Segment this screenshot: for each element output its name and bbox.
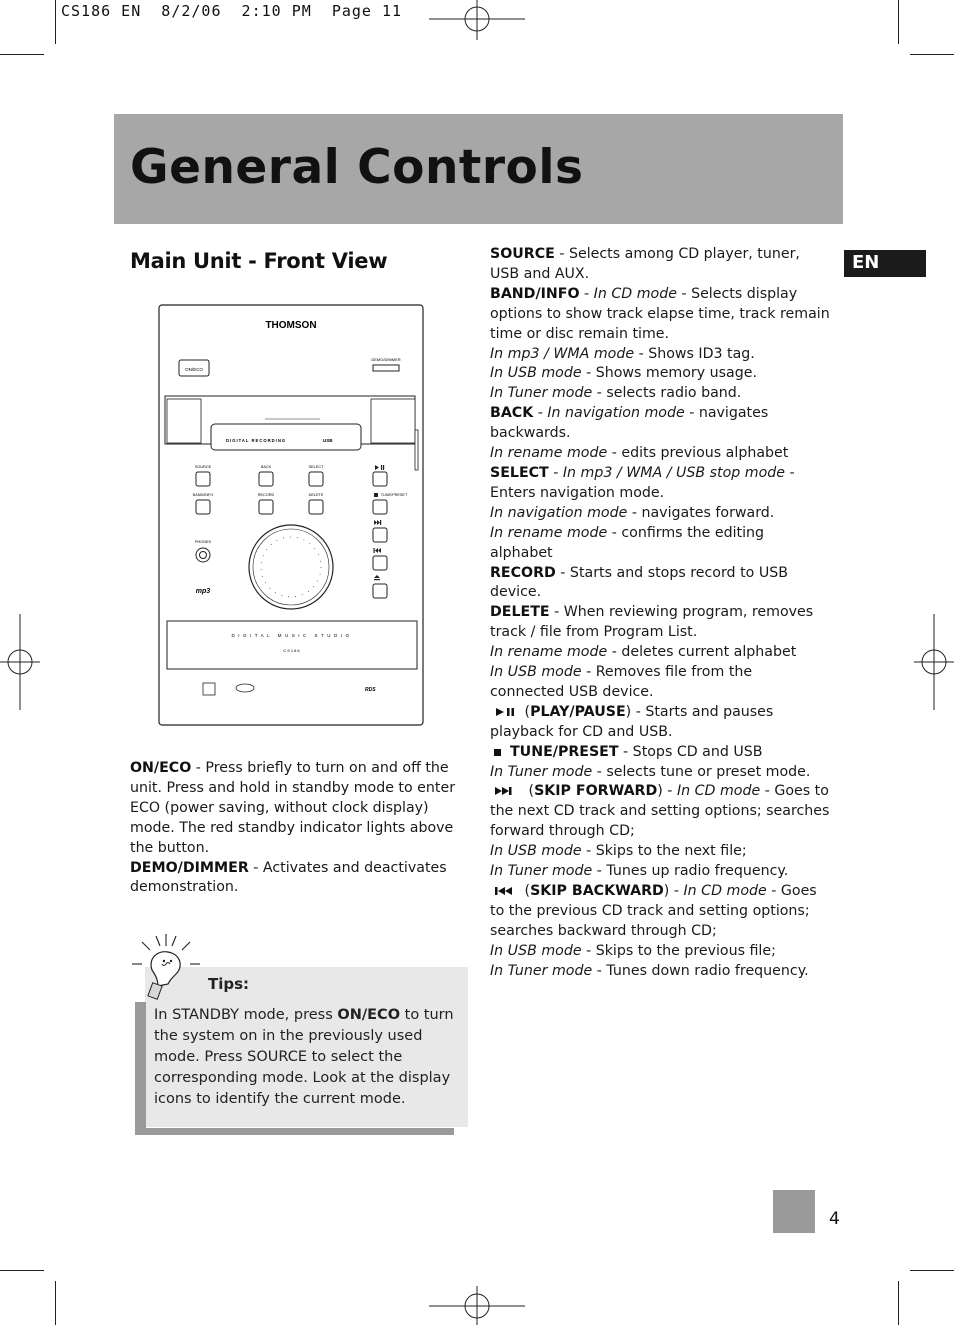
on-eco-description [130,759,465,859]
skip-backward-text: - Goes to the previous CD track and setting options; searches backward through CD; [490,883,817,939]
studio-label: DIGITAL MUSIC STUDIO [231,633,353,638]
page-title: General Controls [130,140,584,195]
crop-mark [898,1281,899,1325]
device-label-delete: DELETE [308,493,324,497]
lightbulb-icon [128,930,204,1006]
on-eco-text: - Press briefly to turn on and off the unit. Press and hold in standby mode to enter ECO (power saving, without clock display) mode. The red standby indicator lights above the button. [130,760,456,856]
mode-line [490,962,830,982]
separator: - [533,405,548,422]
back-text: - navigates backwards. [490,405,769,442]
device-label-source: SOURCE [194,465,212,469]
mode-line [490,663,830,703]
crop-mark [55,0,56,44]
skip-backward-icon [490,884,520,898]
section-title: Main Unit - Front View [130,249,388,273]
crop-mark [0,54,44,55]
brand-logo: THOMSON [265,320,317,331]
mode-label: In Tuner mode [490,962,593,979]
registration-mark-bottom [429,1286,525,1325]
crop-mark [0,1270,44,1271]
mode-text: - Tunes up radio frequency. [592,863,789,880]
left-description [130,759,465,898]
crop-mark [910,54,954,55]
mode-label: In navigation mode [490,504,628,521]
tune-preset-label: TUNE/PRESET [510,743,619,760]
skip-backward-description [490,882,830,942]
tips-text-part: In STANDBY mode, press [154,1007,338,1023]
mode-label: In Tuner mode [490,863,593,880]
skip-backward-label: SKIP BACKWARD [530,883,664,899]
main-unit-illustration [150,300,435,730]
demo-dimmer-description [130,859,465,899]
mode-label: In Tuner mode [490,763,593,780]
mode-line [490,444,830,464]
tune-preset-description [490,743,830,763]
mode-text: - deletes current alphabet [607,644,797,661]
record-label: RECORD [490,564,556,581]
mode-label: In USB mode [490,365,582,382]
record-text: - Starts and stops record to USB device. [490,564,788,601]
mode-line [490,942,830,962]
page-number-box [773,1190,815,1233]
delete-text: - When reviewing program, removes track / file from Program List. [490,604,814,641]
separator: - [548,464,563,481]
delete-label: DELETE [490,604,550,621]
mode-label: In CD mode [593,285,677,302]
separator: ) - [663,883,684,899]
registration-mark-left [0,614,40,710]
mode-line [490,364,830,384]
mode-label: In USB mode [490,843,582,860]
skip-forward-label: SKIP FORWARD [534,783,658,800]
mode-text: - Skips to the next file; [581,843,747,860]
device-label-select: SELECT [308,465,324,469]
tips-text [154,1005,454,1110]
mode-line [490,504,830,524]
mode-line [490,842,830,862]
mode-line [490,524,830,564]
mode-text: - edits previous alphabet [607,445,789,462]
separator: ) - [657,783,677,800]
mode-text: - Tunes down radio frequency. [592,962,809,979]
device-label-phones: PHONES [194,540,212,544]
skip-forward-icon [490,784,524,798]
mode-label: In Tuner mode [490,385,593,402]
mode-line [490,862,830,882]
source-text: - Selects among CD player, tuner, USB and AUX. [490,246,800,282]
crop-mark [910,1270,954,1271]
mode-line [490,643,830,663]
mode-label: In rename mode [490,644,608,661]
crop-mark [55,1281,56,1325]
tune-preset-text: - Stops CD and USB [618,743,763,760]
play-pause-label: PLAY/PAUSE [530,703,626,720]
page-number: 4 [829,1209,840,1229]
mode-text: - navigates forward. [627,504,775,521]
mode-label: In CD mode [683,883,767,899]
select-label: SELECT [490,464,549,481]
on-eco-button: ON/ECO [185,367,203,372]
mp3-logo: mp3 [195,588,211,595]
play-pause-description [490,703,830,743]
mode-label: In CD mode [676,783,761,800]
paren: ( [524,703,531,720]
delete-description [490,603,830,643]
display-usb-label: USB [323,438,333,443]
device-label-record: RECORD [257,493,275,497]
language-tab-label: EN [852,252,880,273]
device-label-tune: TUNE/PRESET [380,493,408,497]
stop-icon [490,745,510,759]
mode-text: - Shows memory usage. [581,365,757,382]
skip-forward-text: - Goes to the next CD track and setting options; searches forward through CD; [490,783,830,840]
demo-dimmer-label: DEMO/DIMMER [371,357,401,362]
device-label-band-info: BAND/INFO [192,493,214,497]
print-slug: CS186 EN 8/2/06 2:10 PM Page 11 [61,2,403,20]
play-pause-icon [490,705,520,719]
tips-bottom-bar [135,1128,454,1135]
mode-label: In rename mode [490,445,608,462]
select-text: - Enters navigation mode. [490,464,795,501]
separator: - [579,285,594,302]
model-label: CS186 [283,648,301,653]
mode-label: In USB mode [490,942,582,959]
device-label-back: BACK [260,465,272,469]
mode-line [490,384,830,404]
source-description [490,245,830,285]
paren: ( [524,883,531,899]
mode-text: - selects tune or preset mode. [592,763,811,780]
registration-mark-right [914,614,954,710]
source-label: SOURCE [490,246,555,262]
display-recording-label: DIGITAL RECORDING [226,438,287,443]
demo-dimmer-text: - Activates and deactivates demonstration. [130,859,447,896]
mode-label: In navigation mode [547,405,685,422]
mode-text: - Shows ID3 tag. [634,345,755,362]
mode-line [490,345,830,365]
crop-mark [898,0,899,44]
on-eco-label: ON/ECO [130,760,192,776]
mode-line [490,763,830,783]
registration-mark-top [429,0,525,40]
tips-label: Tips: [208,975,250,993]
mode-label: In mp3 / WMA / USB stop mode [562,464,786,481]
select-description [490,464,830,504]
mode-label: In rename mode [490,524,608,541]
band-info-text: - Selects display options to show track elapse time, track remain time or disc remain time. [490,285,830,342]
mode-label: In USB mode [490,664,582,681]
mode-label: In mp3 / WMA mode [490,345,635,362]
band-info-description [490,285,830,345]
mode-text: - Removes file from the connected USB device. [490,664,753,700]
rds-logo: RDS [365,687,376,693]
mode-text: - confirms the editing alphabet [490,524,765,561]
back-description [490,404,830,444]
tips-side-bar [135,1002,146,1135]
paren: ( [528,783,535,800]
play-pause-text: ) - Starts and pauses playback for CD and USB. [490,703,774,740]
mode-text: - Skips to the previous file; [581,942,776,959]
language-tab [844,250,926,277]
demo-dimmer-label: DEMO/DIMMER [130,859,249,876]
mode-text: - selects radio band. [592,385,742,402]
skip-forward-description [490,782,830,842]
back-label: BACK [490,405,534,422]
tips-text-part: to turn the system on in the previously used mode. Press SOURCE to select the corresponding mode. Look at the display icons to identify the current mode. [154,1007,454,1107]
band-info-label: BAND/INFO [490,285,580,302]
right-description [490,245,830,982]
tips-on-eco-label: ON/ECO [337,1007,401,1023]
record-description [490,564,830,604]
